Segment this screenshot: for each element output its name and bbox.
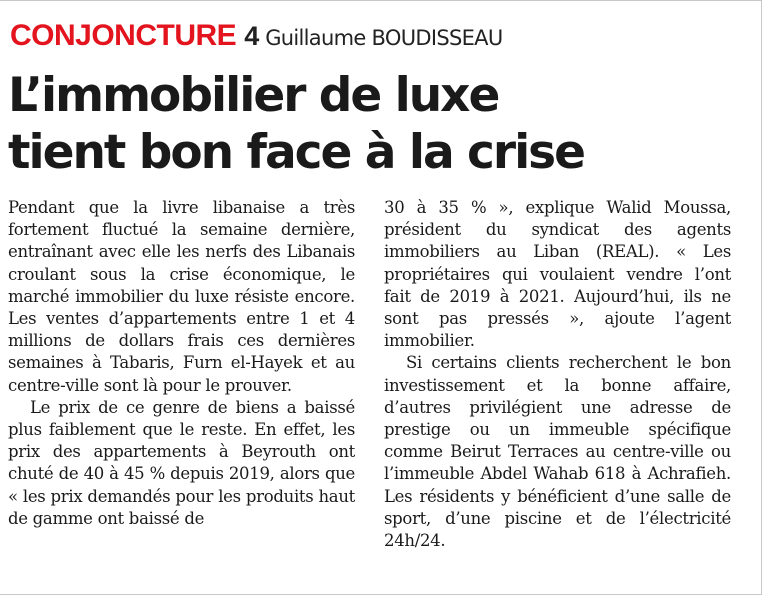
paragraph: Pendant que la livre libanaise a très fortement fluctué la semaine dernière, entraînant avec elle les nerfs des Libanais croulant sous la crise économique, le marché immobilier du luxe résiste encore. Les ventes d’appartements entre 1 et 4 millions de dollars frais ces dernières semaines à Tabaris, Furn el-Hayek et au centre-ville sont là pour le prouver. [8,198,355,395]
paragraph: Le prix de ce genre de biens a baissé plus faiblement que le reste. En effet, les prix des appartements à Beyrouth ont chuté de 40 à 45 % depuis 2019, alors que « les prix demandés pour les produits haut de gamme ont baissé de [8,397,355,528]
body-column-left [8,197,355,530]
page-number: 4 [244,21,260,51]
article-kicker [10,19,503,53]
section-label: CONJONCTURE [10,19,237,52]
paragraph: 30 à 35 % », explique Walid Moussa, président du syndicat des agents immobiliers au Liban (REAL). « Les propriétaires qui voulaient vendre l’ont fait de 2019 à 2021. Aujourd’hui, ils ne sont pas pressés », ajoute l’agent immobilier. [384,198,731,351]
paragraph: Si certains clients recherchent le bon investissement et la bonne affaire, d’autres privilégient une adresse de prestige ou un immeuble spécifique comme Beirut Terraces au centre-ville ou l’immeuble Abdel Wahab 618 à Achrafieh. Les résidents y bénéficient d’une salle de sport, d’une piscine et de l’électricité 24h/24. [384,353,731,551]
article-headline: L’immobilier de luxe tient bon face à la crise [8,68,585,180]
body-column-right [384,197,731,552]
author-byline: Guillaume BOUDISSEAU [265,26,503,50]
